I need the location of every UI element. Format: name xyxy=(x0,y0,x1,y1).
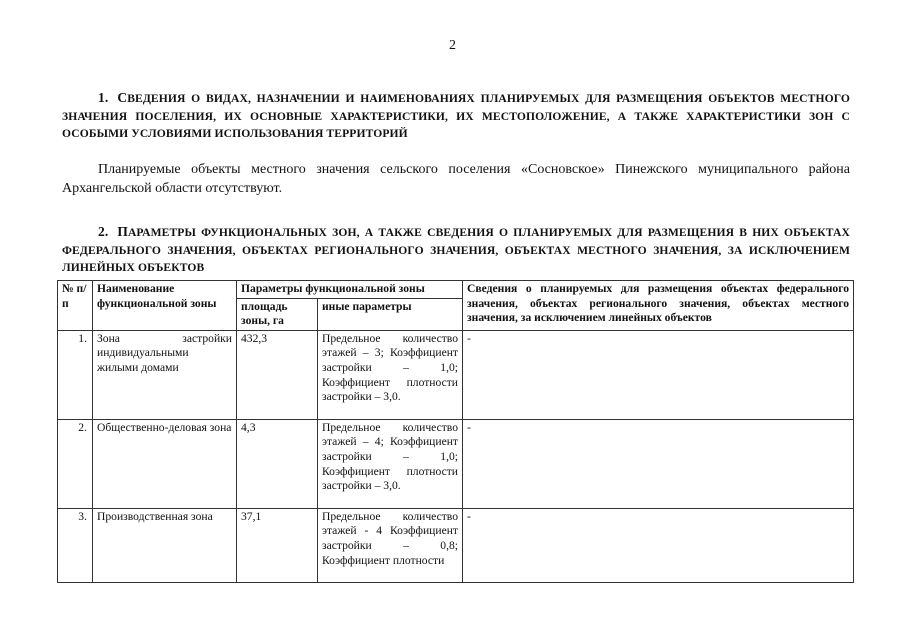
row-zone-name: Общественно-деловая зона xyxy=(93,419,237,508)
row-number: 3. xyxy=(58,508,93,582)
header-zone-name: Наименование функциональной зоны xyxy=(93,281,237,331)
table-row xyxy=(58,330,854,419)
table-header xyxy=(58,281,854,331)
row-area: 432,3 xyxy=(237,330,318,419)
row-zone-name: Зона застройки индивидуальными жилыми домами xyxy=(93,330,237,419)
page-number: 2 xyxy=(449,38,456,53)
table-row xyxy=(58,508,854,582)
section-1-number: 1. xyxy=(98,90,109,105)
section-2-title: АРАМЕТРЫ ФУНКЦИОНАЛЬНЫХ ЗОН, А ТАКЖЕ СВЕДЕНИЯ О ПЛАНИРУЕМЫХ ДЛЯ РАЗМЕЩЕНИЯ В НИХ ОБЪЕКТАХ ФЕДЕРАЛЬНОГО ЗНАЧЕНИЯ, ОБЪЕКТАХ РЕГИОНАЛЬНОГО ЗНАЧЕНИЯ, ОБЪЕКТАХ МЕСТНОГО ЗНАЧЕНИЯ, ЗА ИСКЛЮЧЕНИЕМ ЛИНЕЙНЫХ ОБЪЕКТОВ xyxy=(62,226,850,274)
section-1-heading xyxy=(62,89,850,143)
section-2-number: 2. xyxy=(98,224,109,239)
section-2-title-lead: П xyxy=(117,224,128,239)
row-other-params: Предельное количество этажей – 3; Коэффициент застройки – 1,0; Коэффициент плотности застройки – 3,0. xyxy=(318,330,463,419)
row-planned-objects: - xyxy=(463,330,854,419)
table-row xyxy=(58,419,854,508)
section-2-heading xyxy=(62,223,850,277)
header-num: № п/п xyxy=(58,281,93,331)
header-area: площадь зоны, га xyxy=(237,298,318,330)
section-1-paragraph: Планируемые объекты местного значения сельского поселения «Сосновское» Пинежского муниципального района Архангельской области отсутствуют. xyxy=(62,162,850,196)
row-planned-objects: - xyxy=(463,419,854,508)
row-number: 2. xyxy=(58,419,93,508)
row-area: 4,3 xyxy=(237,419,318,508)
section-1-title: ВЕДЕНИЯ О ВИДАХ, НАЗНАЧЕНИИ И НАИМЕНОВАНИЯХ ПЛАНИРУЕМЫХ ДЛЯ РАЗМЕЩЕНИЯ ОБЪЕКТОВ МЕСТНОГО ЗНАЧЕНИЯ ПОСЕЛЕНИЯ, ИХ ОСНОВНЫЕ ХАРАКТЕРИСТИКИ, ИХ МЕСТОПОЛОЖЕНИЕ, А ТАКЖЕ ХАРАКТЕРИСТИКИ ЗОН С ОСОБЫМИ УСЛОВИЯМИ ИСПОЛЬЗОВАНИЯ ТЕРРИТОРИЙ xyxy=(62,92,850,140)
row-other-params: Предельное количество этажей – 4; Коэффициент застройки – 1,0; Коэффициент плотности застройки – 3,0. xyxy=(318,419,463,508)
header-zone-params: Параметры функциональной зоны xyxy=(237,281,463,299)
row-zone-name: Производственная зона xyxy=(93,508,237,582)
header-other-params: иные параметры xyxy=(318,298,463,330)
row-other-params: Предельное количество этажей - 4 Коэффициент застройки – 0,8; Коэффициент плотности xyxy=(318,508,463,582)
row-area: 37,1 xyxy=(237,508,318,582)
functional-zones-table xyxy=(57,280,854,583)
row-planned-objects: - xyxy=(463,508,854,582)
section-1-title-lead: С xyxy=(117,90,128,105)
header-planned-objects: Сведения о планируемых для размещения объектах федерального значения, объектах регионального значения, объектах местного значения, за исключением линейных объектов xyxy=(463,281,854,331)
row-number: 1. xyxy=(58,330,93,419)
